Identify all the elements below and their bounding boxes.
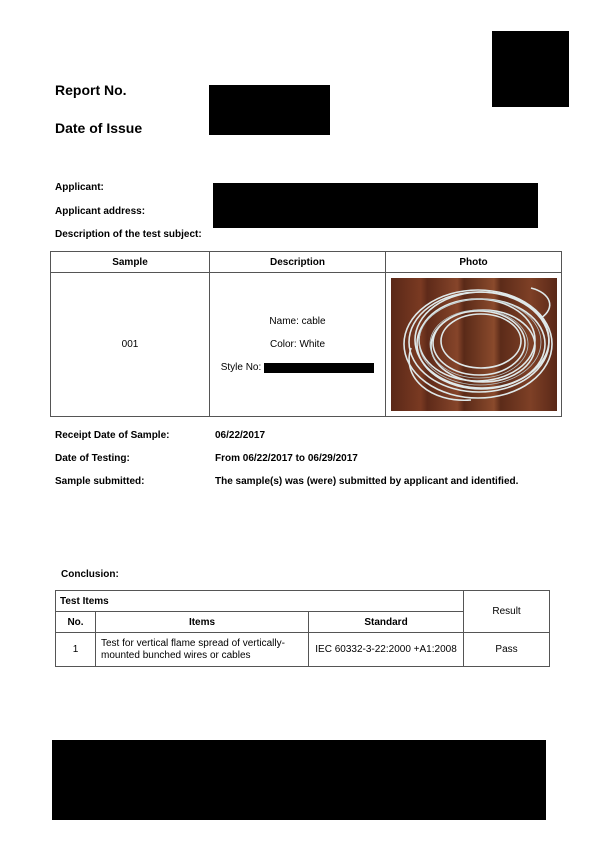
table-row (51, 273, 562, 417)
cable-photo (391, 278, 557, 411)
cable-coil-image (391, 278, 557, 411)
testing-date-value: From 06/22/2017 to 06/29/2017 (215, 453, 358, 464)
row-item: Test for vertical flame spread of vertically-mounted bunched wires or cables (96, 633, 309, 667)
redacted-style-no (264, 363, 374, 373)
style-no-line (210, 356, 385, 379)
description-header: Description (210, 252, 386, 273)
conclusion-table (55, 590, 550, 667)
description-label: Description of the test subject: (55, 229, 202, 240)
sample-submitted-value: The sample(s) was (were) submitted by applicant and identified. (215, 476, 519, 487)
no-header: No. (56, 612, 96, 633)
sample-header: Sample (51, 252, 210, 273)
table-row (56, 633, 550, 667)
result-header: Result (464, 591, 550, 633)
redacted-footer (52, 740, 546, 820)
sample-id: 001 (51, 273, 210, 417)
row-result: Pass (464, 633, 550, 667)
report-no-label: Report No. (55, 82, 127, 98)
description-cell (210, 273, 386, 417)
sample-table-header (51, 252, 562, 273)
redacted-logo (492, 31, 569, 107)
sample-color: Color: White (269, 339, 325, 350)
redacted-applicant-info (213, 183, 538, 228)
receipt-date-label: Receipt Date of Sample: (55, 430, 170, 441)
applicant-label: Applicant: (55, 182, 104, 193)
test-items-header: Test Items (56, 591, 464, 612)
items-header: Items (96, 612, 309, 633)
receipt-date-value: 06/22/2017 (215, 430, 266, 441)
redacted-report-info (209, 85, 330, 135)
standard-header: Standard (309, 612, 464, 633)
photo-header: Photo (386, 252, 562, 273)
conclusion-group-row (56, 591, 550, 612)
row-standard: IEC 60332-3-22:2000 +A1:2008 (309, 633, 464, 667)
applicant-address-label: Applicant address: (55, 206, 146, 217)
testing-date-label: Date of Testing: (55, 453, 130, 464)
row-no: 1 (56, 633, 96, 667)
sample-name: Name: cable (269, 316, 326, 327)
photo-cell (386, 273, 562, 417)
sample-submitted-label: Sample submitted: (55, 476, 145, 487)
conclusion-title: Conclusion: (61, 569, 119, 580)
sample-table (50, 251, 562, 417)
date-of-issue-label: Date of Issue (55, 120, 143, 136)
style-no-label: Style No: (220, 362, 262, 373)
